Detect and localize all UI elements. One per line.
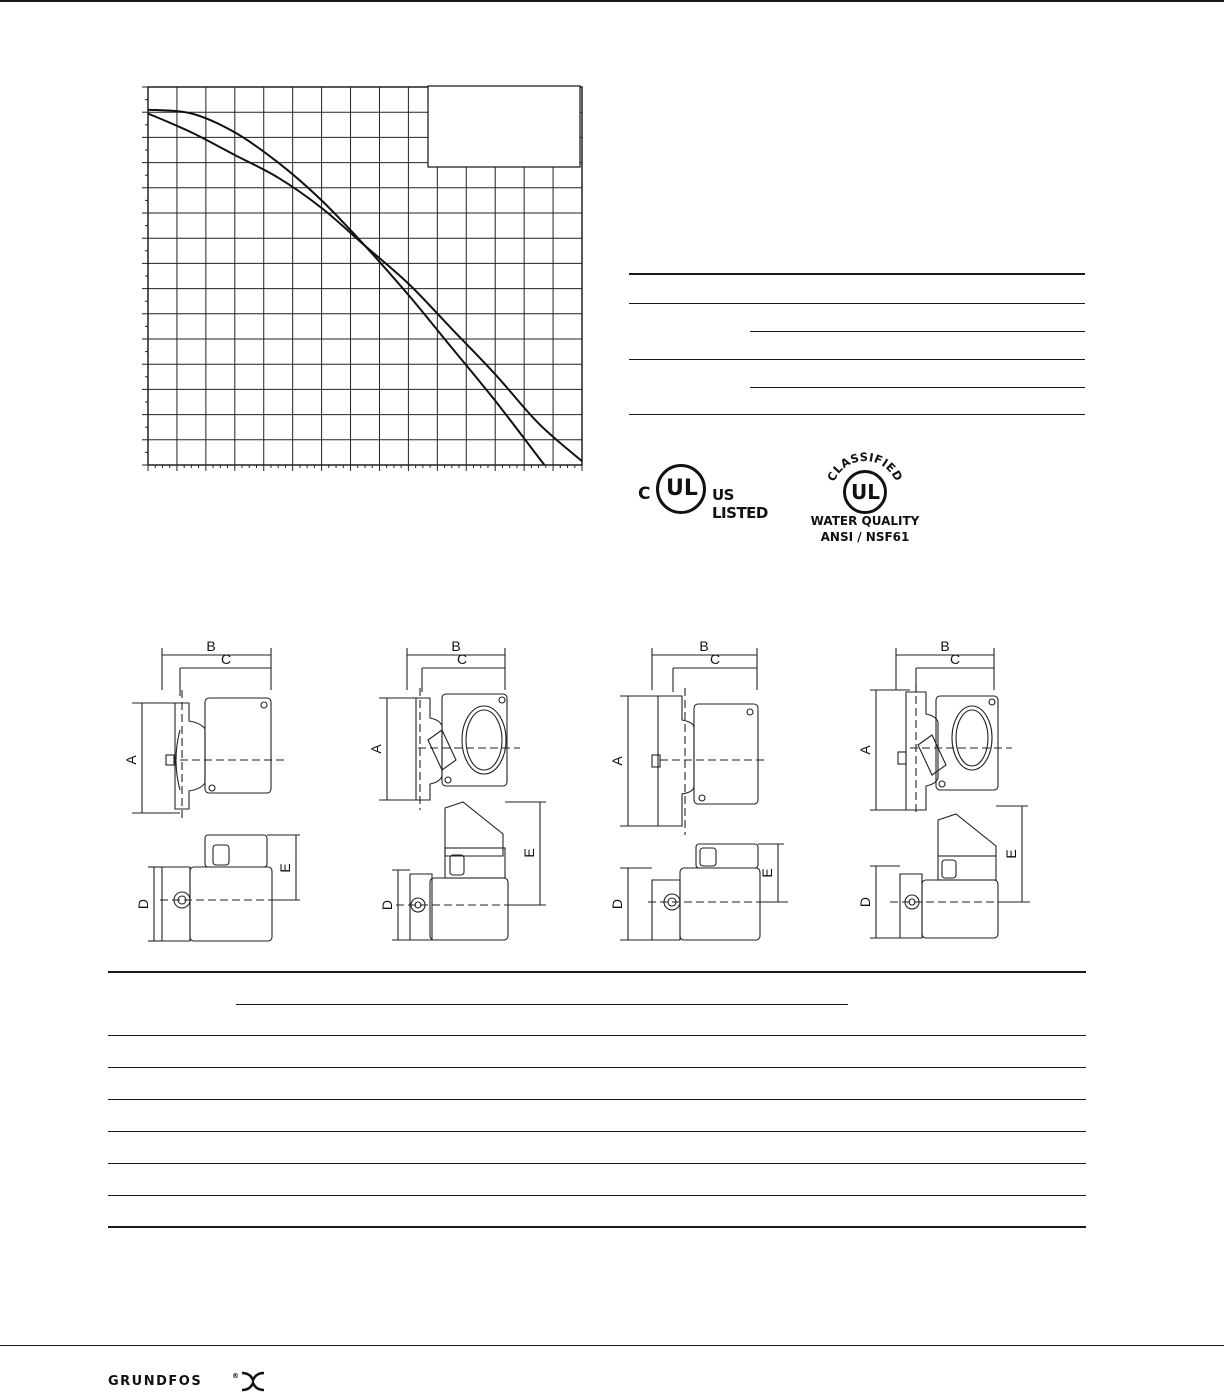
ul-listed-suffix: US LISTED bbox=[712, 486, 768, 522]
dim-table-row-rule bbox=[108, 1067, 1086, 1068]
dim-table-group-rule bbox=[236, 1004, 848, 1005]
dim-table-row-rule bbox=[108, 1163, 1086, 1164]
dim-table-row-rule bbox=[108, 1099, 1086, 1100]
pump-drawing-2 bbox=[379, 648, 546, 940]
dim-label-e: E bbox=[521, 848, 537, 858]
dim-label-e: E bbox=[1003, 849, 1019, 859]
chart-legend-box bbox=[428, 86, 580, 167]
spec-table-sub-rule bbox=[750, 387, 1085, 388]
dim-label-a: A bbox=[368, 744, 384, 754]
spec-table-row-rule bbox=[629, 359, 1085, 360]
dim-label-b: B bbox=[451, 638, 461, 654]
pump-performance-chart bbox=[138, 80, 588, 475]
dim-label-a: A bbox=[857, 745, 873, 755]
pump-drawing-1 bbox=[132, 648, 300, 941]
dim-label-b: B bbox=[940, 638, 950, 654]
dim-label-e: E bbox=[759, 868, 775, 878]
dimension-drawings bbox=[100, 630, 1060, 950]
dimension-letter-group bbox=[123, 638, 1019, 910]
ul-listed-prefix: C bbox=[638, 484, 651, 504]
dim-label-d: D bbox=[609, 898, 625, 910]
ul-listed-mark: UL bbox=[666, 476, 698, 501]
spec-table-top-rule bbox=[629, 273, 1085, 275]
header-rule bbox=[0, 0, 1224, 2]
dim-label-c: C bbox=[709, 651, 721, 667]
dim-table-row-rule bbox=[108, 1195, 1086, 1196]
pump-drawing-4 bbox=[870, 648, 1030, 938]
dim-label-b: B bbox=[699, 638, 709, 654]
dim-label-e: E bbox=[277, 863, 293, 873]
dim-label-c: C bbox=[456, 651, 468, 667]
dim-label-b: B bbox=[206, 638, 216, 654]
ul-classified-line2: ANSI / NSF61 bbox=[820, 530, 910, 544]
dim-table-top-rule bbox=[108, 971, 1086, 973]
dim-label-d: D bbox=[135, 898, 151, 910]
brand-name: GRUNDFOS bbox=[108, 1374, 203, 1389]
dim-table-row-rule bbox=[108, 1035, 1086, 1036]
ul-listed-logo bbox=[636, 456, 786, 520]
dim-label-a: A bbox=[123, 755, 139, 765]
pump-drawing-3 bbox=[620, 648, 790, 940]
dim-label-c: C bbox=[949, 651, 961, 667]
svg-text:CLASSIFIED: CLASSIFIED bbox=[824, 450, 906, 484]
registered-mark: ® bbox=[232, 1372, 239, 1380]
dim-table-row-rule bbox=[108, 1131, 1086, 1132]
dim-label-d: D bbox=[379, 899, 395, 911]
ul-classified-logo bbox=[800, 450, 930, 550]
dim-label-c: C bbox=[220, 651, 232, 667]
dim-label-a: A bbox=[609, 756, 625, 766]
grundfos-x-icon bbox=[240, 1370, 266, 1392]
spec-table-row-rule bbox=[629, 303, 1085, 304]
dim-label-d: D bbox=[857, 896, 873, 908]
spec-table-sub-rule bbox=[750, 331, 1085, 332]
footer-rule bbox=[0, 1345, 1224, 1346]
ul-classified-mark: UL bbox=[851, 480, 880, 504]
dim-table-bottom-rule bbox=[108, 1226, 1086, 1228]
spec-table-bottom-rule bbox=[629, 414, 1085, 415]
ul-classified-line1: WATER QUALITY bbox=[810, 514, 920, 528]
